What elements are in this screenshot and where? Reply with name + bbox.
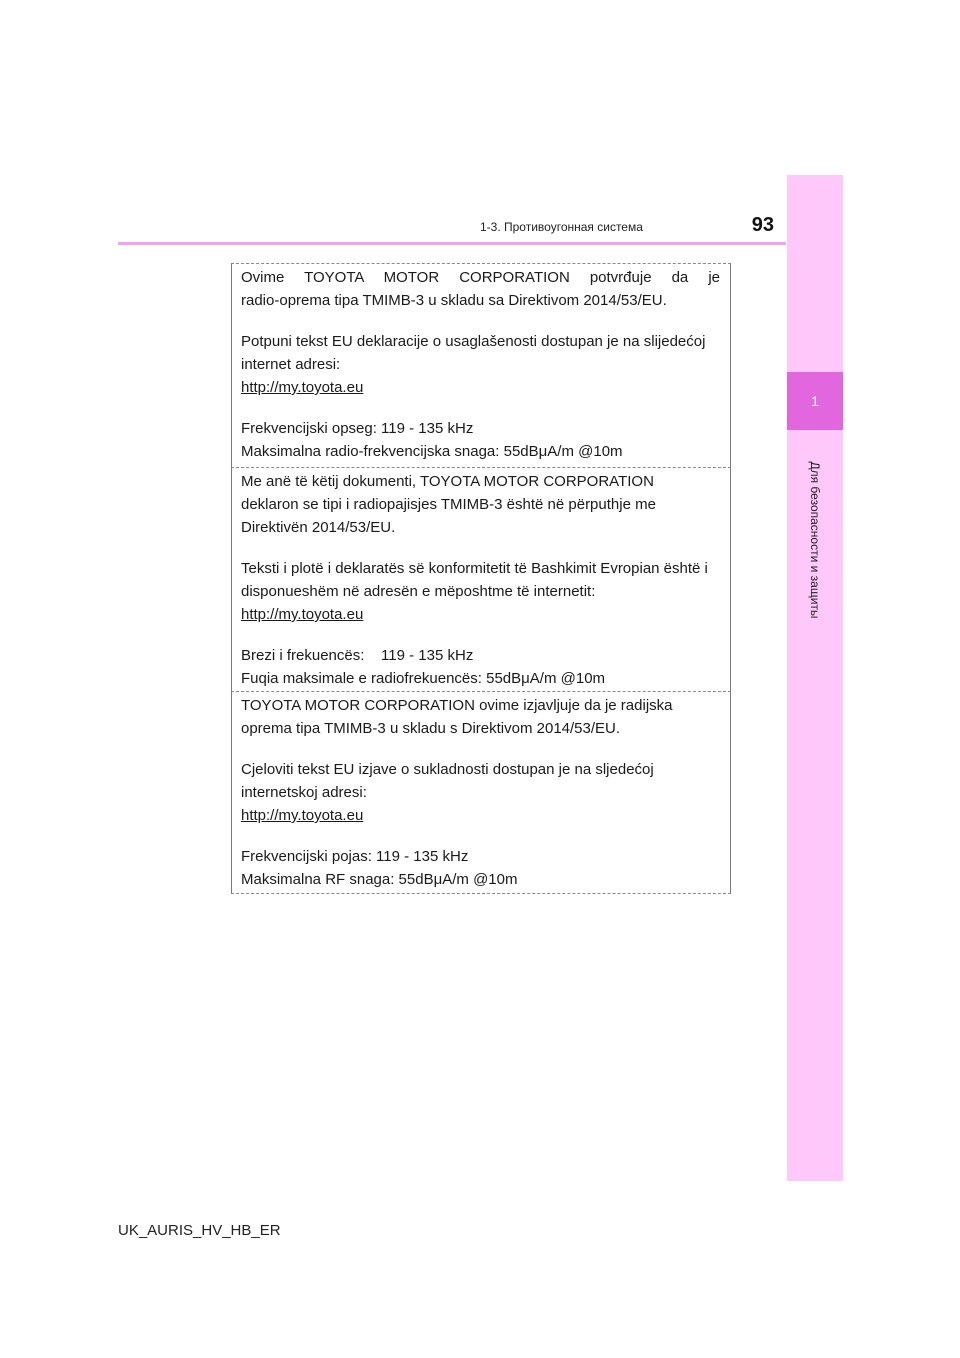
notice-box-3 xyxy=(231,691,731,894)
page-number: 93 xyxy=(751,214,774,236)
declaration-link[interactable]: http://my.toyota.eu xyxy=(241,379,364,396)
notice-box-2 xyxy=(231,467,731,691)
notice-intro-line: Me anë të këtij dokumenti, TOYOTA MOTOR CORPORATION xyxy=(241,473,654,490)
chapter-number-tab xyxy=(787,372,843,430)
frequency-range: Frekvencijski opseg: 119 - 135 kHz xyxy=(241,420,474,437)
side-tab xyxy=(787,175,843,1181)
notice-intro-line: deklaron se tipi i radiopajisjes TMIMB-3 është në përputhje me xyxy=(241,496,656,513)
notice-intro-line: radio-oprema tipa TMIMB-3 u skladu sa Direktivom 2014/53/EU. xyxy=(241,292,667,309)
max-power: Maksimalna radio-frekvencijska snaga: 55dBμA/m @10m xyxy=(241,443,623,460)
notice-text-line: internet adresi: xyxy=(241,356,341,373)
notice-box-1 xyxy=(231,263,731,467)
notice-intro-line: Direktivën 2014/53/EU. xyxy=(241,519,396,536)
chapter-number: 1 xyxy=(811,393,819,409)
max-power: Maksimalna RF snaga: 55dBμA/m @10m xyxy=(241,871,518,888)
notice-text-line: internetskoj adresi: xyxy=(241,784,367,801)
notice-text-line: Potpuni tekst EU deklaracije o usaglašenosti dostupan je na slijedećoj xyxy=(241,333,706,350)
chapter-title: Для безопасности и защиты xyxy=(808,461,822,619)
notice-intro-line: Ovime TOYOTA MOTOR CORPORATION potvrđuje da je xyxy=(241,269,720,286)
section-title: 1-3. Противоугонная система xyxy=(480,220,643,234)
notice-intro-line: oprema tipa TMIMB-3 u skladu s Direktivom 2014/53/EU. xyxy=(241,720,621,737)
notice-text-line: disponueshëm në adresën e mëposhtme të internetit: xyxy=(241,583,596,600)
declaration-link[interactable]: http://my.toyota.eu xyxy=(241,606,364,623)
notice-text-line: Cjeloviti tekst EU izjave o sukladnosti dostupan je na sljedećoj xyxy=(241,761,654,778)
document-code: UK_AURIS_HV_HB_ER xyxy=(118,1222,281,1239)
declaration-link[interactable]: http://my.toyota.eu xyxy=(241,807,364,824)
notice-intro-line: TOYOTA MOTOR CORPORATION ovime izjavljuje da je radijska xyxy=(241,697,673,714)
max-power: Fuqia maksimale e radiofrekuencës: 55dBμA/m @10m xyxy=(241,670,606,687)
frequency-range: Brezi i frekuencës: 119 - 135 kHz xyxy=(241,647,474,664)
notice-text-line: Teksti i plotë i deklaratës së konformitetit të Bashkimit Evropian është i xyxy=(241,560,708,577)
header-rule xyxy=(118,242,786,245)
frequency-range: Frekvencijski pojas: 119 - 135 kHz xyxy=(241,848,469,865)
